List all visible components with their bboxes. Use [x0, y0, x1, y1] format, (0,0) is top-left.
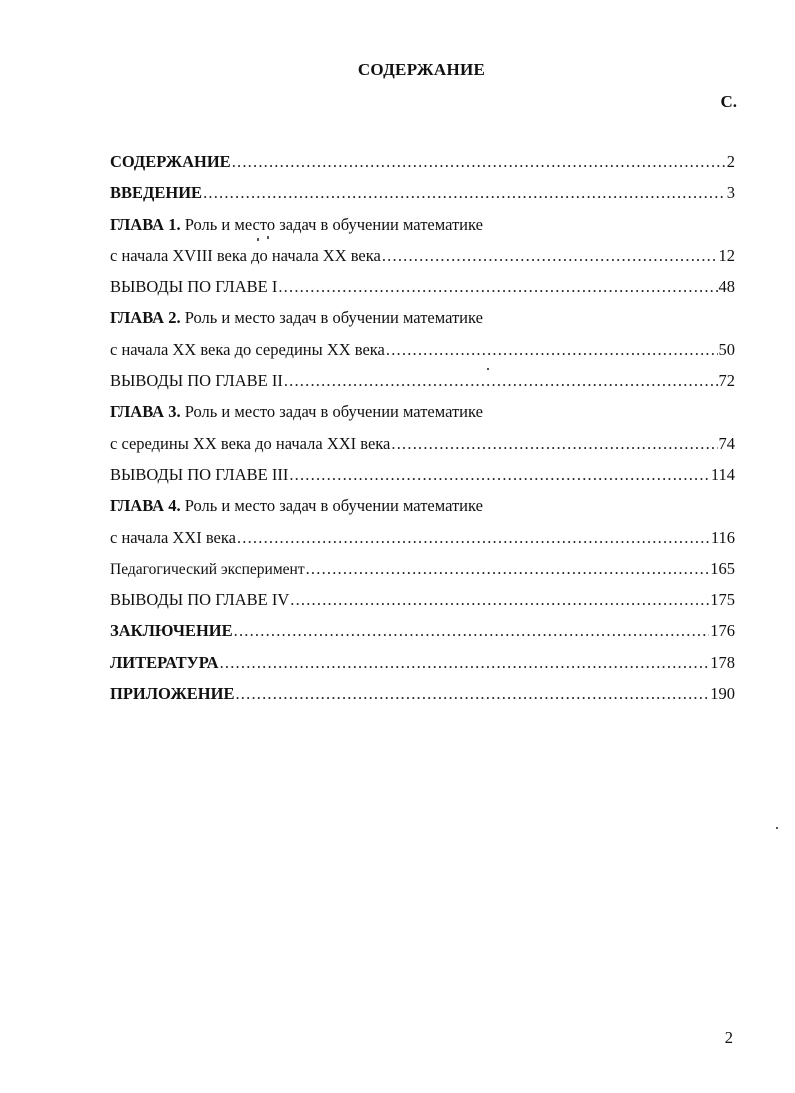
dot-leader [220, 653, 710, 673]
toc-entry-chapter-3 [110, 434, 735, 465]
chapter-number: ГЛАВА 4. [110, 496, 181, 516]
dot-leader [386, 340, 718, 360]
chapter-title: Роль и место задач в обучении математике [180, 214, 483, 234]
dot-leader [235, 684, 709, 704]
chapter-title: Роль и место задач в обучении математике [180, 402, 483, 422]
dot-leader [289, 465, 710, 485]
toc-entry-page: 190 [710, 684, 735, 704]
toc-entry-label: ВЫВОДЫ ПО ГЛАВЕ IV [110, 590, 290, 610]
toc-entry-conclusions-4 [110, 590, 735, 621]
toc-chapter-1-heading [110, 215, 735, 246]
chapter-number: ГЛАВА 1. [110, 214, 181, 234]
dot-leader [382, 246, 718, 266]
toc-chapter-4-heading [110, 496, 735, 527]
toc-entry-page: 2 [726, 152, 735, 171]
toc-entry-label: ВЫВОДЫ ПО ГЛАВЕ II [110, 371, 283, 391]
dot-leader [284, 371, 718, 391]
table-of-contents [110, 152, 735, 715]
page-column-header: С. [720, 92, 737, 111]
toc-entry-label: с начала XX века до середины XX века [110, 339, 385, 359]
dot-leader [391, 434, 717, 454]
toc-entry-page: 50 [718, 339, 735, 359]
toc-entry-page: 114 [710, 464, 735, 484]
scan-speck [267, 236, 269, 239]
toc-entry-label: с середины XX века до начала XXI века [110, 433, 391, 453]
scan-speck [776, 827, 778, 829]
chapter-title: Роль и место задач в обучении математике [180, 308, 483, 328]
toc-entry-page: 12 [718, 245, 735, 265]
toc-entry-page: 48 [718, 277, 735, 297]
toc-entry-conclusions-2 [110, 371, 735, 402]
toc-entry-label: ЗАКЛЮЧЕНИЕ [110, 621, 233, 641]
dot-leader [203, 183, 726, 203]
toc-entry-label: ВВЕДЕНИЕ [110, 183, 203, 203]
dot-leader [237, 528, 710, 548]
toc-entry-label: ЛИТЕРАТУРА [110, 652, 219, 672]
toc-entry-page: 165 [710, 558, 735, 578]
toc-entry-chapter-4 [110, 528, 735, 559]
toc-entry-page: 74 [718, 433, 735, 453]
page-title: СОДЕРЖАНИЕ [357, 60, 486, 79]
toc-entry-label: ВЫВОДЫ ПО ГЛАВЕ I [110, 277, 278, 297]
toc-entry-label: СОДЕРЖАНИЕ [110, 152, 231, 171]
scan-speck [487, 368, 489, 370]
toc-entry-label: ПРИЛОЖЕНИЕ [110, 684, 235, 704]
scan-speck [257, 238, 259, 241]
dot-leader [278, 277, 717, 297]
toc-entry-page: 175 [710, 590, 735, 610]
toc-entry-experiment [110, 559, 735, 590]
toc-chapter-2-heading [110, 308, 735, 339]
toc-entry-page: 116 [710, 527, 735, 547]
toc-entry-page: 3 [726, 183, 735, 203]
toc-entry-literature [110, 653, 735, 684]
dot-leader [234, 621, 710, 641]
toc-entry-page: 178 [710, 652, 735, 672]
toc-entry-label: Педагогический эксперимент [110, 560, 305, 578]
dot-leader [306, 559, 710, 579]
toc-chapter-3-heading [110, 402, 735, 433]
toc-entry-label: ВЫВОДЫ ПО ГЛАВЕ III [110, 464, 289, 484]
page-number: 2 [724, 1028, 733, 1047]
chapter-title: Роль и место задач в обучении математике [180, 496, 483, 516]
chapter-number: ГЛАВА 3. [110, 402, 181, 422]
toc-entry-page: 176 [710, 621, 735, 641]
toc-entry-page: 72 [718, 371, 735, 391]
chapter-number: ГЛАВА 2. [110, 308, 181, 328]
dot-leader [232, 152, 726, 172]
toc-entry-chapter-1 [110, 246, 735, 277]
toc-entry-label: с начала XXI века [110, 527, 236, 547]
toc-entry-chapter-2 [110, 340, 735, 371]
toc-entry-conclusions-3 [110, 465, 735, 496]
toc-entry-contents [110, 152, 735, 183]
toc-entry-introduction [110, 183, 735, 214]
toc-entry-conclusions-1 [110, 277, 735, 308]
toc-entry-appendix [110, 684, 735, 715]
dot-leader [290, 590, 709, 610]
toc-entry-label: с начала XVIII века до начала XX века [110, 245, 381, 265]
toc-entry-conclusion [110, 621, 735, 652]
